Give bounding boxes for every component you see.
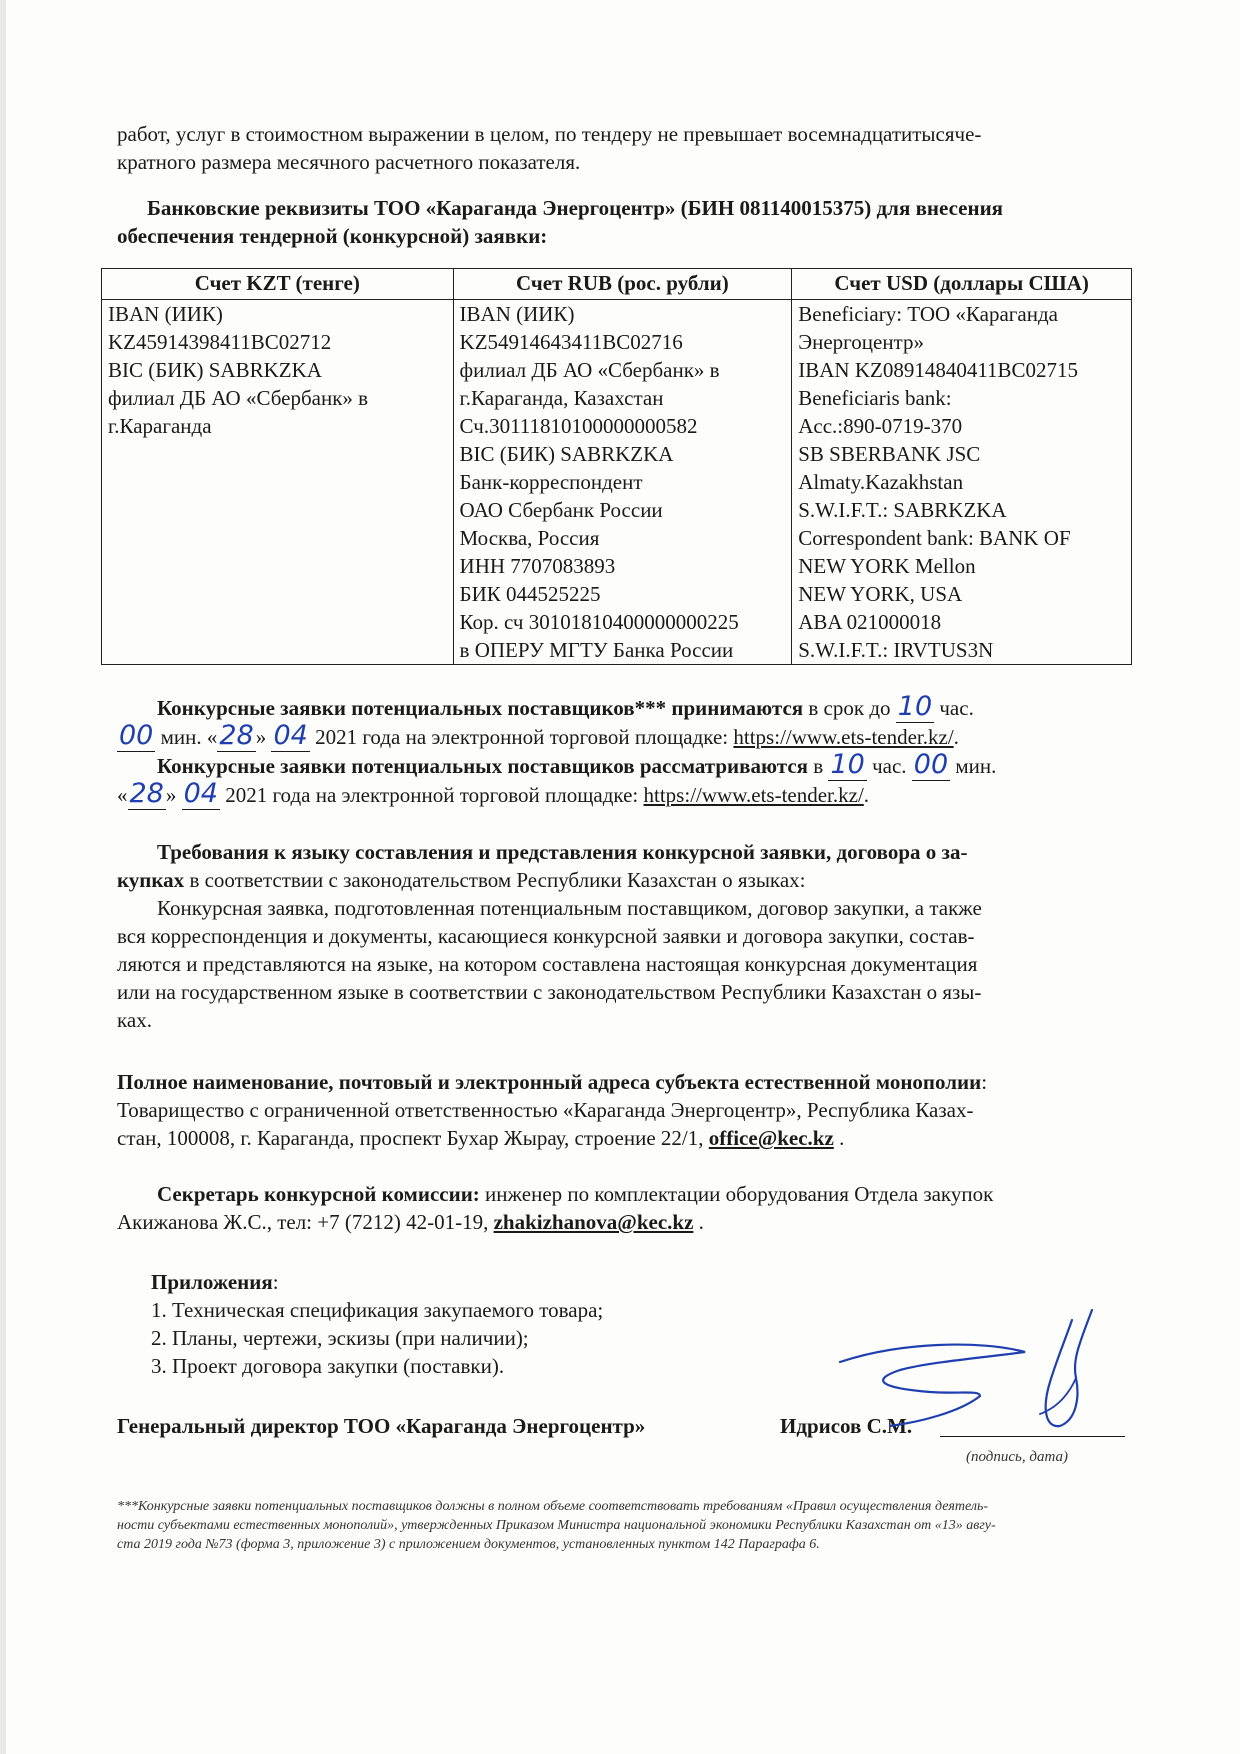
rub-line: филиал ДБ АО «Сбербанк» в xyxy=(459,358,720,382)
rub-line: Кор. сч 30101810400000000225 xyxy=(459,610,739,634)
language-para-line: или на государственном языке в соответствии с законодательством Республики Казахстан о язы- xyxy=(117,980,982,1004)
rub-line: г.Караганда, Казахстан xyxy=(459,386,664,410)
language-requirements xyxy=(117,838,1147,1034)
handwritten-month: 04 xyxy=(183,778,218,809)
rub-line: BIC (БИК) SABRKZKA xyxy=(459,442,674,466)
rub-line: Банк-корреспондент xyxy=(459,470,643,494)
director-name: Идрисов С.М. xyxy=(780,1414,913,1438)
table-row xyxy=(102,300,1132,665)
signature-caption: (подпись, дата) xyxy=(966,1449,1068,1465)
footnote xyxy=(117,1497,1137,1554)
secretary-end: . xyxy=(693,1210,704,1234)
usd-line: ABA 021000018 xyxy=(798,610,942,634)
footnote-line: ста 2019 года №73 (форма 3, приложение 3) с приложением документов, установленных пунктом 142 Параграфа 6. xyxy=(117,1537,820,1552)
address-colon: : xyxy=(981,1070,988,1094)
usd-line: IBAN KZ08914840411BC02715 xyxy=(798,358,1079,382)
kzt-line: IBAN (ИИК) xyxy=(108,302,223,326)
handwritten-day: 28 xyxy=(219,720,254,751)
kzt-line: г.Караганда xyxy=(108,414,212,438)
kzt-line: филиал ДБ АО «Сбербанк» в xyxy=(108,386,369,410)
header-rub: Счет RUB (рос. рубли) xyxy=(453,269,792,300)
cell-rub xyxy=(453,300,792,665)
accept-text: в срок до xyxy=(803,696,896,720)
address-heading xyxy=(117,1068,1147,1096)
list-item: 3. Проект договора закупки (поставки). xyxy=(151,1354,505,1378)
rub-line: ОАО Сбербанк России xyxy=(459,498,663,522)
review-text: в xyxy=(808,754,829,778)
list-item: 1. Техническая спецификация закупаемого товара; xyxy=(151,1298,604,1322)
handwritten-minutes: 00 xyxy=(119,720,154,751)
address-end: . xyxy=(833,1126,845,1150)
accept-heading: Конкурсные заявки потенциальных поставщиков*** принимаются xyxy=(157,696,804,720)
rub-line: БИК 044525225 xyxy=(459,582,601,606)
review-text: » xyxy=(165,783,182,807)
rub-line: IBAN (ИИК) xyxy=(459,302,575,326)
address-line-3 xyxy=(117,1124,1147,1152)
usd-line: Acc.:890-0719-370 xyxy=(798,414,963,438)
rub-line: Сч.30111810100000000582 xyxy=(459,414,698,438)
kzt-line: BIC (БИК) SABRKZKA xyxy=(108,358,322,382)
rub-line: ИНН 7707083893 xyxy=(459,554,616,578)
address-heading-text: Полное наименование, почтовый и электронный адреса субъекта естественной монополии xyxy=(117,1070,982,1094)
secretary-heading: Секретарь конкурсной комиссии: xyxy=(157,1182,480,1206)
language-heading-line-1: Требования к языку составления и представления конкурсной заявки, договора о за- xyxy=(157,840,968,864)
ets-tender-link[interactable]: https://www.ets-tender.kz/ xyxy=(643,783,864,807)
accept-text: 2021 года на электронной торговой площадке: xyxy=(309,725,734,749)
deadline-block xyxy=(117,693,1147,809)
handwritten-day: 28 xyxy=(129,778,164,809)
handwritten-minutes: 00 xyxy=(913,749,949,780)
appendix-title-text: Приложения xyxy=(151,1270,273,1294)
intro-paragraph xyxy=(117,120,1137,176)
address-block xyxy=(117,1068,1147,1152)
table-header-row xyxy=(102,269,1132,300)
secretary-email-link[interactable]: zhakizhanova@kec.kz xyxy=(493,1210,694,1234)
deadline-accept-line-1 xyxy=(117,693,1147,722)
accept-text: час. xyxy=(934,696,974,720)
usd-line: NEW YORK Mellon xyxy=(798,554,976,578)
list-item: 2. Планы, чертежи, эскизы (при наличии); xyxy=(151,1326,529,1350)
ets-tender-link[interactable]: https://www.ets-tender.kz/ xyxy=(733,725,954,749)
review-text: « xyxy=(117,783,128,807)
bank-details-table xyxy=(101,268,1132,665)
accept-text: » xyxy=(255,725,272,749)
secretary-line-2 xyxy=(117,1208,1147,1236)
rub-line: в ОПЕРУ МГТУ Банка России xyxy=(459,638,734,662)
secretary-contact: Акижанова Ж.С., тел: +7 (7212) 42-01-19, xyxy=(117,1210,494,1234)
header-usd: Счет USD (доллары США) xyxy=(792,269,1132,300)
review-text: мин. xyxy=(950,754,997,778)
bank-heading-line-1: Банковские реквизиты ТОО «Караганда Энергоцентр» (БИН 081140015375) для внесения xyxy=(147,196,1004,220)
bank-details-heading xyxy=(117,194,1137,250)
period: . xyxy=(953,725,959,749)
deadline-review-line-1 xyxy=(117,751,1147,780)
office-email-link[interactable]: office@kec.kz xyxy=(708,1126,834,1150)
footnote-line: ности субъектами естественных монополий», утвержденных Приказом Министра национальной экономики Республики Казахстан от «13» авгу- xyxy=(117,1518,996,1533)
rub-line: Москва, Россия xyxy=(459,526,600,550)
language-heading-rest: в соответствии с законодательством Республики Казахстан о языках: xyxy=(184,868,806,892)
secretary-line-1 xyxy=(117,1180,1147,1208)
director-position: Генеральный директор ТОО «Караганда Энергоцентр» xyxy=(117,1414,646,1438)
usd-line: Энергоцентр» xyxy=(798,330,924,354)
usd-line: S.W.I.F.T.: IRVTUS3N xyxy=(798,638,994,662)
language-para-line: вся корреспонденция и документы, касающиеся конкурсной заявки и договора закупки, состав- xyxy=(117,924,975,948)
cell-kzt xyxy=(102,300,454,665)
language-heading-word: купках xyxy=(117,868,185,892)
accept-text: мин. « xyxy=(155,725,218,749)
handwritten-hour: 10 xyxy=(830,749,865,780)
usd-line: Almaty.Kazakhstan xyxy=(798,470,964,494)
review-text: час. xyxy=(866,754,912,778)
handwritten-hour: 10 xyxy=(897,691,933,722)
address-text: стан, 100008, г. Караганда, проспект Бухар Жырау, строение 22/1, xyxy=(117,1126,709,1150)
handwritten-month: 04 xyxy=(273,720,308,751)
header-kzt: Счет KZT (тенге) xyxy=(102,269,454,300)
footnote-line: ***Конкурсные заявки потенциальных поставщиков должны в полном объеме соответствовать требованиям «Правил осуществления деятель- xyxy=(117,1499,989,1514)
usd-line: Correspondent bank: BANK OF xyxy=(798,526,1071,550)
appendix-block xyxy=(151,1268,851,1380)
bank-heading-line-2: обеспечения тендерной (конкурсной) заявки: xyxy=(117,224,548,248)
kzt-line: KZ45914398411BC02712 xyxy=(108,330,332,354)
usd-line: NEW YORK, USA xyxy=(798,582,963,606)
intro-line-1: работ, услуг в стоимостном выражении в целом, по тендеру не превышает восемнадцатитысяче- xyxy=(117,122,982,146)
language-para-line: ляются и представляются на языке, на котором составлена настоящая конкурсная документация xyxy=(117,952,978,976)
cell-usd xyxy=(792,300,1132,665)
scan-edge-shadow xyxy=(0,0,6,1754)
usd-line: S.W.I.F.T.: SABRKZKA xyxy=(798,498,1007,522)
period: . xyxy=(863,783,870,807)
review-text: 2021 года на электронной торговой площадке: xyxy=(219,783,644,807)
address-line-2: Товарищество с ограниченной ответственностью «Караганда Энергоцентр», Республика Казах- xyxy=(117,1098,974,1122)
deadline-review-line-2 xyxy=(117,780,1147,809)
appendix-title xyxy=(151,1268,851,1296)
intro-line-2: кратного размера месячного расчетного показателя. xyxy=(117,150,581,174)
review-heading: Конкурсные заявки потенциальных поставщиков рассматриваются xyxy=(157,754,809,778)
language-para-line: Конкурсная заявка, подготовленная потенциальным поставщиком, договор закупки, а также xyxy=(157,896,982,920)
secretary-block xyxy=(117,1180,1147,1236)
rub-line: KZ54914643411BC02716 xyxy=(459,330,683,354)
usd-line: Beneficiaris bank: xyxy=(798,386,952,410)
usd-line: SB SBERBANK JSC xyxy=(798,442,981,466)
handwritten-signature xyxy=(780,1300,1120,1440)
usd-line: Beneficiary: ТОО «Караганда xyxy=(798,302,1058,326)
language-heading-line-2 xyxy=(117,866,1147,894)
appendix-colon: : xyxy=(272,1270,279,1294)
language-para-line: ках. xyxy=(117,1008,152,1032)
deadline-accept-line-2 xyxy=(117,722,1147,751)
secretary-text: инженер по комплектации оборудования Отдела закупок xyxy=(479,1182,994,1206)
